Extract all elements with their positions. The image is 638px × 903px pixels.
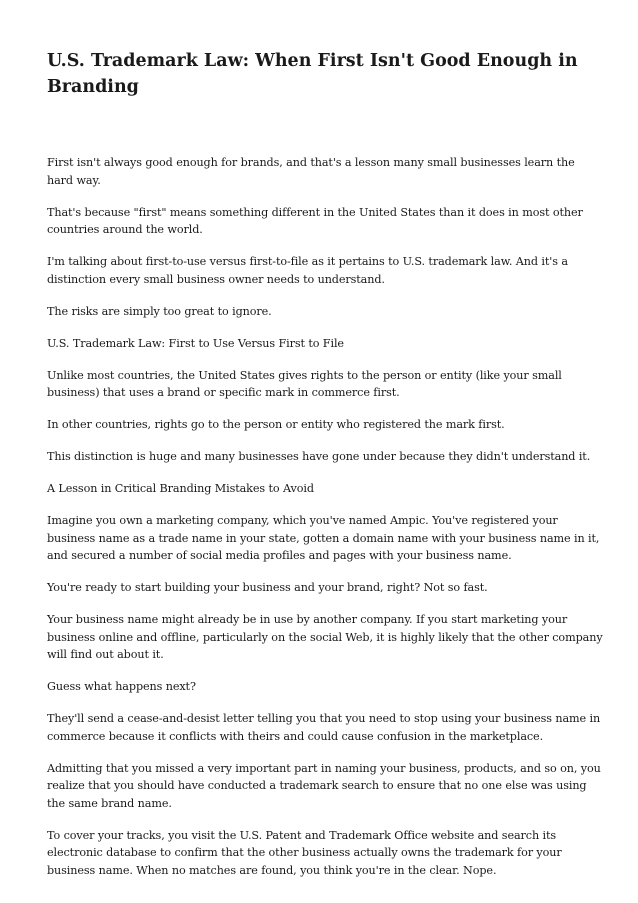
paragraph-risks: The risks are simply too great to ignore. bbox=[47, 304, 272, 318]
paragraph-admitting: Admitting that you missed a very important part in naming your business, products, and so on, you realize that you should have conducted a trademark search to ensure that no one else was using the same brand name. bbox=[47, 761, 601, 810]
paragraph-intro: First isn't always good enough for brands, and that's a lesson many small businesses learn the hard way. bbox=[47, 156, 575, 187]
paragraph-distinction: This distinction is huge and many businesses have gone under because they didn't understand it. bbox=[47, 450, 591, 463]
paragraph-guess: Guess what happens next? bbox=[47, 680, 196, 693]
paragraph-other-countries: In other countries, rights go to the person or entity who registered the mark first. bbox=[47, 418, 505, 431]
paragraph-first-to-use: I'm talking about first-to-use versus first-to-file as it pertains to U.S. trademark law. And it's a distinction every small business owner needs to understand. bbox=[47, 255, 568, 286]
paragraph-not-so-fast: You're ready to start building your business and your brand, right? Not so fast. bbox=[47, 581, 488, 594]
paragraph-first-meaning: That's because "first" means something different in the United States than it does in most other countries around the world. bbox=[47, 205, 583, 236]
paragraph-cover-tracks: To cover your tracks, you visit the U.S. Patent and Trademark Office website and search its electronic database to confirm that the other business actually owns the trademark for your business name. When no matches are found, you think you're in the clear. Nope. bbox=[47, 828, 562, 877]
page-title: U.S. Trademark Law: When First Isn't Good Enough in Branding bbox=[47, 51, 578, 97]
document-header bbox=[47, 48, 603, 100]
paragraph-imagine: Imagine you own a marketing company, which you've named Ampic. You've registered your business name as a trade name in your state, gotten a domain name with your business name in it, and secured a number of social media profiles and pages with your business name. bbox=[47, 514, 600, 562]
section-heading-use-vs-file: U.S. Trademark Law: First to Use Versus First to File bbox=[47, 336, 344, 350]
section-heading-lesson: A Lesson in Critical Branding Mistakes to Avoid bbox=[47, 482, 314, 495]
paragraph-cease-desist: They'll send a cease-and-desist letter telling you that you need to stop using your business name in commerce because it conflicts with theirs and could cause confusion in the marketplace. bbox=[47, 712, 601, 743]
paragraph-us-rights: Unlike most countries, the United States gives rights to the person or entity (like your small business) that uses a brand or specific mark in commerce first. bbox=[47, 368, 562, 399]
paragraph-name-in-use: Your business name might already be in use by another company. If you start marketing your business online and offline, particularly on the social Web, it is highly likely that the other company will find out about it. bbox=[47, 613, 603, 661]
document-body bbox=[47, 154, 603, 894]
